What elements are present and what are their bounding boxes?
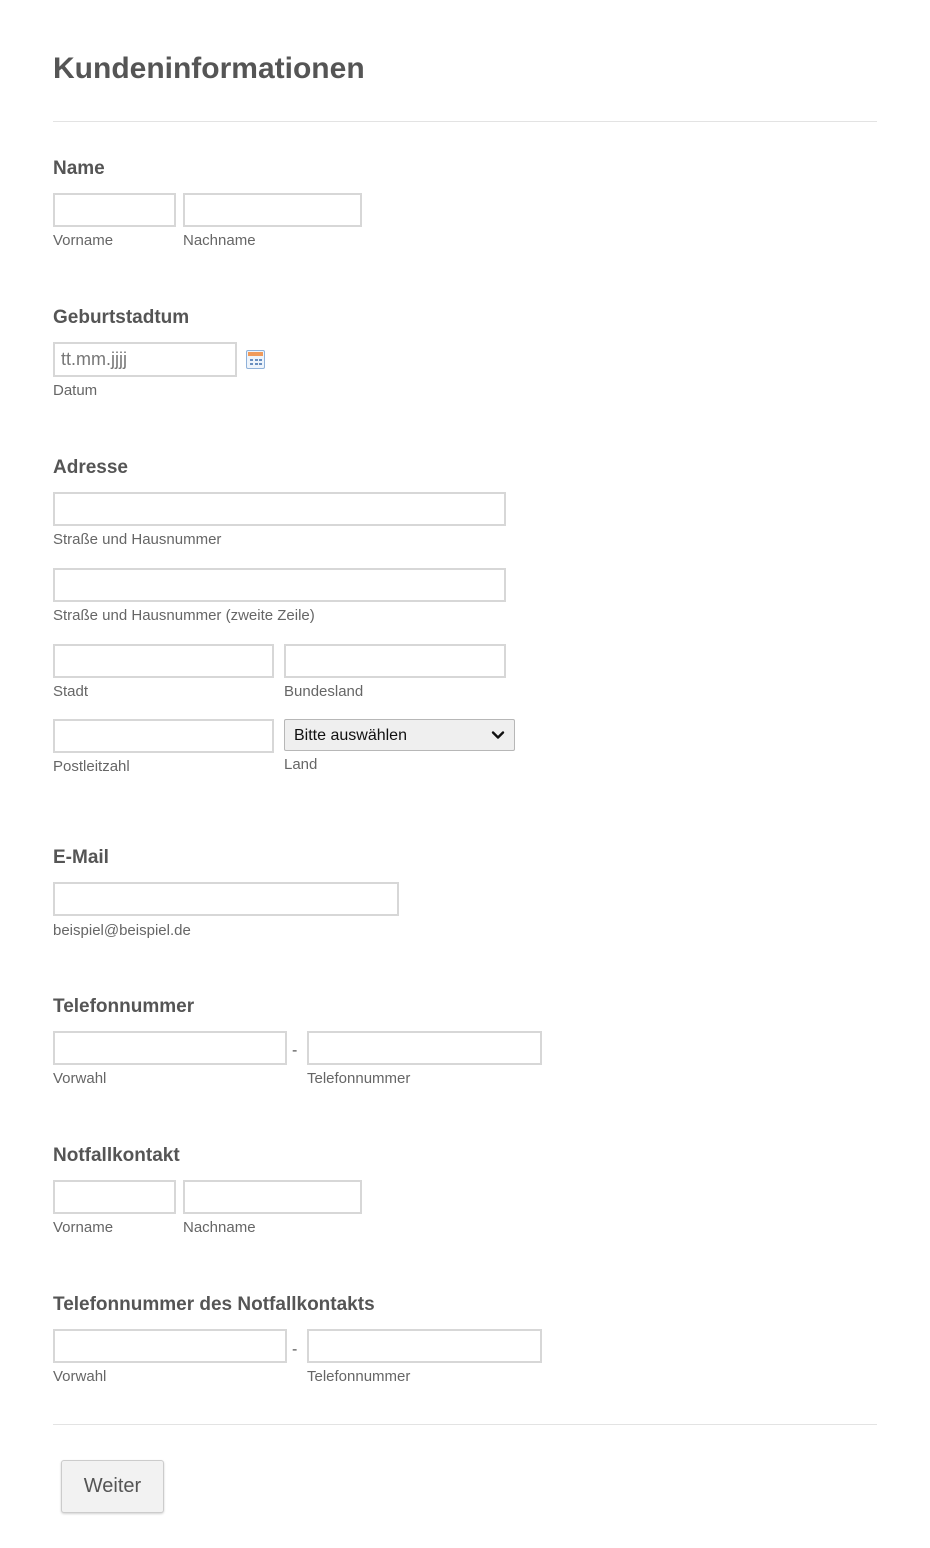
calendar-icon-header <box>248 352 263 356</box>
chevron-down-icon <box>491 728 505 742</box>
calendar-icon-day <box>259 363 262 365</box>
address-label: Adresse <box>53 457 128 478</box>
calendar-icon-day <box>259 359 262 361</box>
city-input[interactable] <box>53 644 274 678</box>
phone-number-sublabel: Telefonnummer <box>307 1070 411 1087</box>
footer-divider <box>53 1424 877 1425</box>
emergency-phone-number-input[interactable] <box>307 1329 542 1363</box>
emergency-last-name-input[interactable] <box>183 1180 362 1214</box>
country-sublabel: Land <box>284 756 318 773</box>
emergency-phone-area-sublabel: Vorwahl <box>53 1368 107 1385</box>
next-button[interactable]: Weiter <box>61 1460 164 1513</box>
email-label: E-Mail <box>53 847 109 868</box>
phone-label: Telefonnummer <box>53 996 195 1017</box>
last-name-sublabel: Nachname <box>183 232 256 249</box>
birthdate-label: Geburtstadtum <box>53 307 190 328</box>
emergency-last-name-sublabel: Nachname <box>183 1219 256 1236</box>
country-select[interactable] <box>284 719 515 751</box>
emergency-phone-number-sublabel: Telefonnummer <box>307 1368 411 1385</box>
birthdate-input[interactable] <box>53 342 237 377</box>
calendar-icon-day <box>255 359 258 361</box>
last-name-input[interactable] <box>183 193 362 227</box>
street-line2-sublabel: Straße und Hausnummer (zweite Zeile) <box>53 607 315 624</box>
zip-input[interactable] <box>53 719 274 753</box>
phone-separator: - <box>292 1042 298 1059</box>
first-name-input[interactable] <box>53 193 176 227</box>
emergency-phone-label: Telefonnummer des Notfallkontakts <box>53 1294 375 1315</box>
street-line1-sublabel: Straße und Hausnummer <box>53 531 222 548</box>
emergency-phone-separator: - <box>292 1341 298 1358</box>
calendar-icon-day <box>250 363 253 365</box>
zip-sublabel: Postleitzahl <box>53 758 130 775</box>
header-divider <box>53 121 877 122</box>
calendar-icon[interactable] <box>246 350 265 369</box>
phone-number-input[interactable] <box>307 1031 542 1065</box>
first-name-sublabel: Vorname <box>53 232 114 249</box>
calendar-icon-day <box>255 363 258 365</box>
emergency-first-name-sublabel: Vorname <box>53 1219 114 1236</box>
emergency-phone-area-input[interactable] <box>53 1329 287 1363</box>
email-sublabel: beispiel@beispiel.de <box>53 922 191 939</box>
phone-area-input[interactable] <box>53 1031 287 1065</box>
country-select-value: Bitte auswählen <box>294 727 407 744</box>
birthdate-sublabel: Datum <box>53 382 98 399</box>
street-line2-input[interactable] <box>53 568 506 602</box>
state-sublabel: Bundesland <box>284 683 364 700</box>
phone-area-sublabel: Vorwahl <box>53 1070 107 1087</box>
emergency-contact-label: Notfallkontakt <box>53 1145 180 1166</box>
emergency-first-name-input[interactable] <box>53 1180 176 1214</box>
state-input[interactable] <box>284 644 506 678</box>
city-sublabel: Stadt <box>53 683 89 700</box>
calendar-icon-day <box>250 359 253 361</box>
email-input[interactable] <box>53 882 399 916</box>
name-label: Name <box>53 158 105 179</box>
form-title: Kundeninformationen <box>53 52 365 85</box>
street-line1-input[interactable] <box>53 492 506 526</box>
